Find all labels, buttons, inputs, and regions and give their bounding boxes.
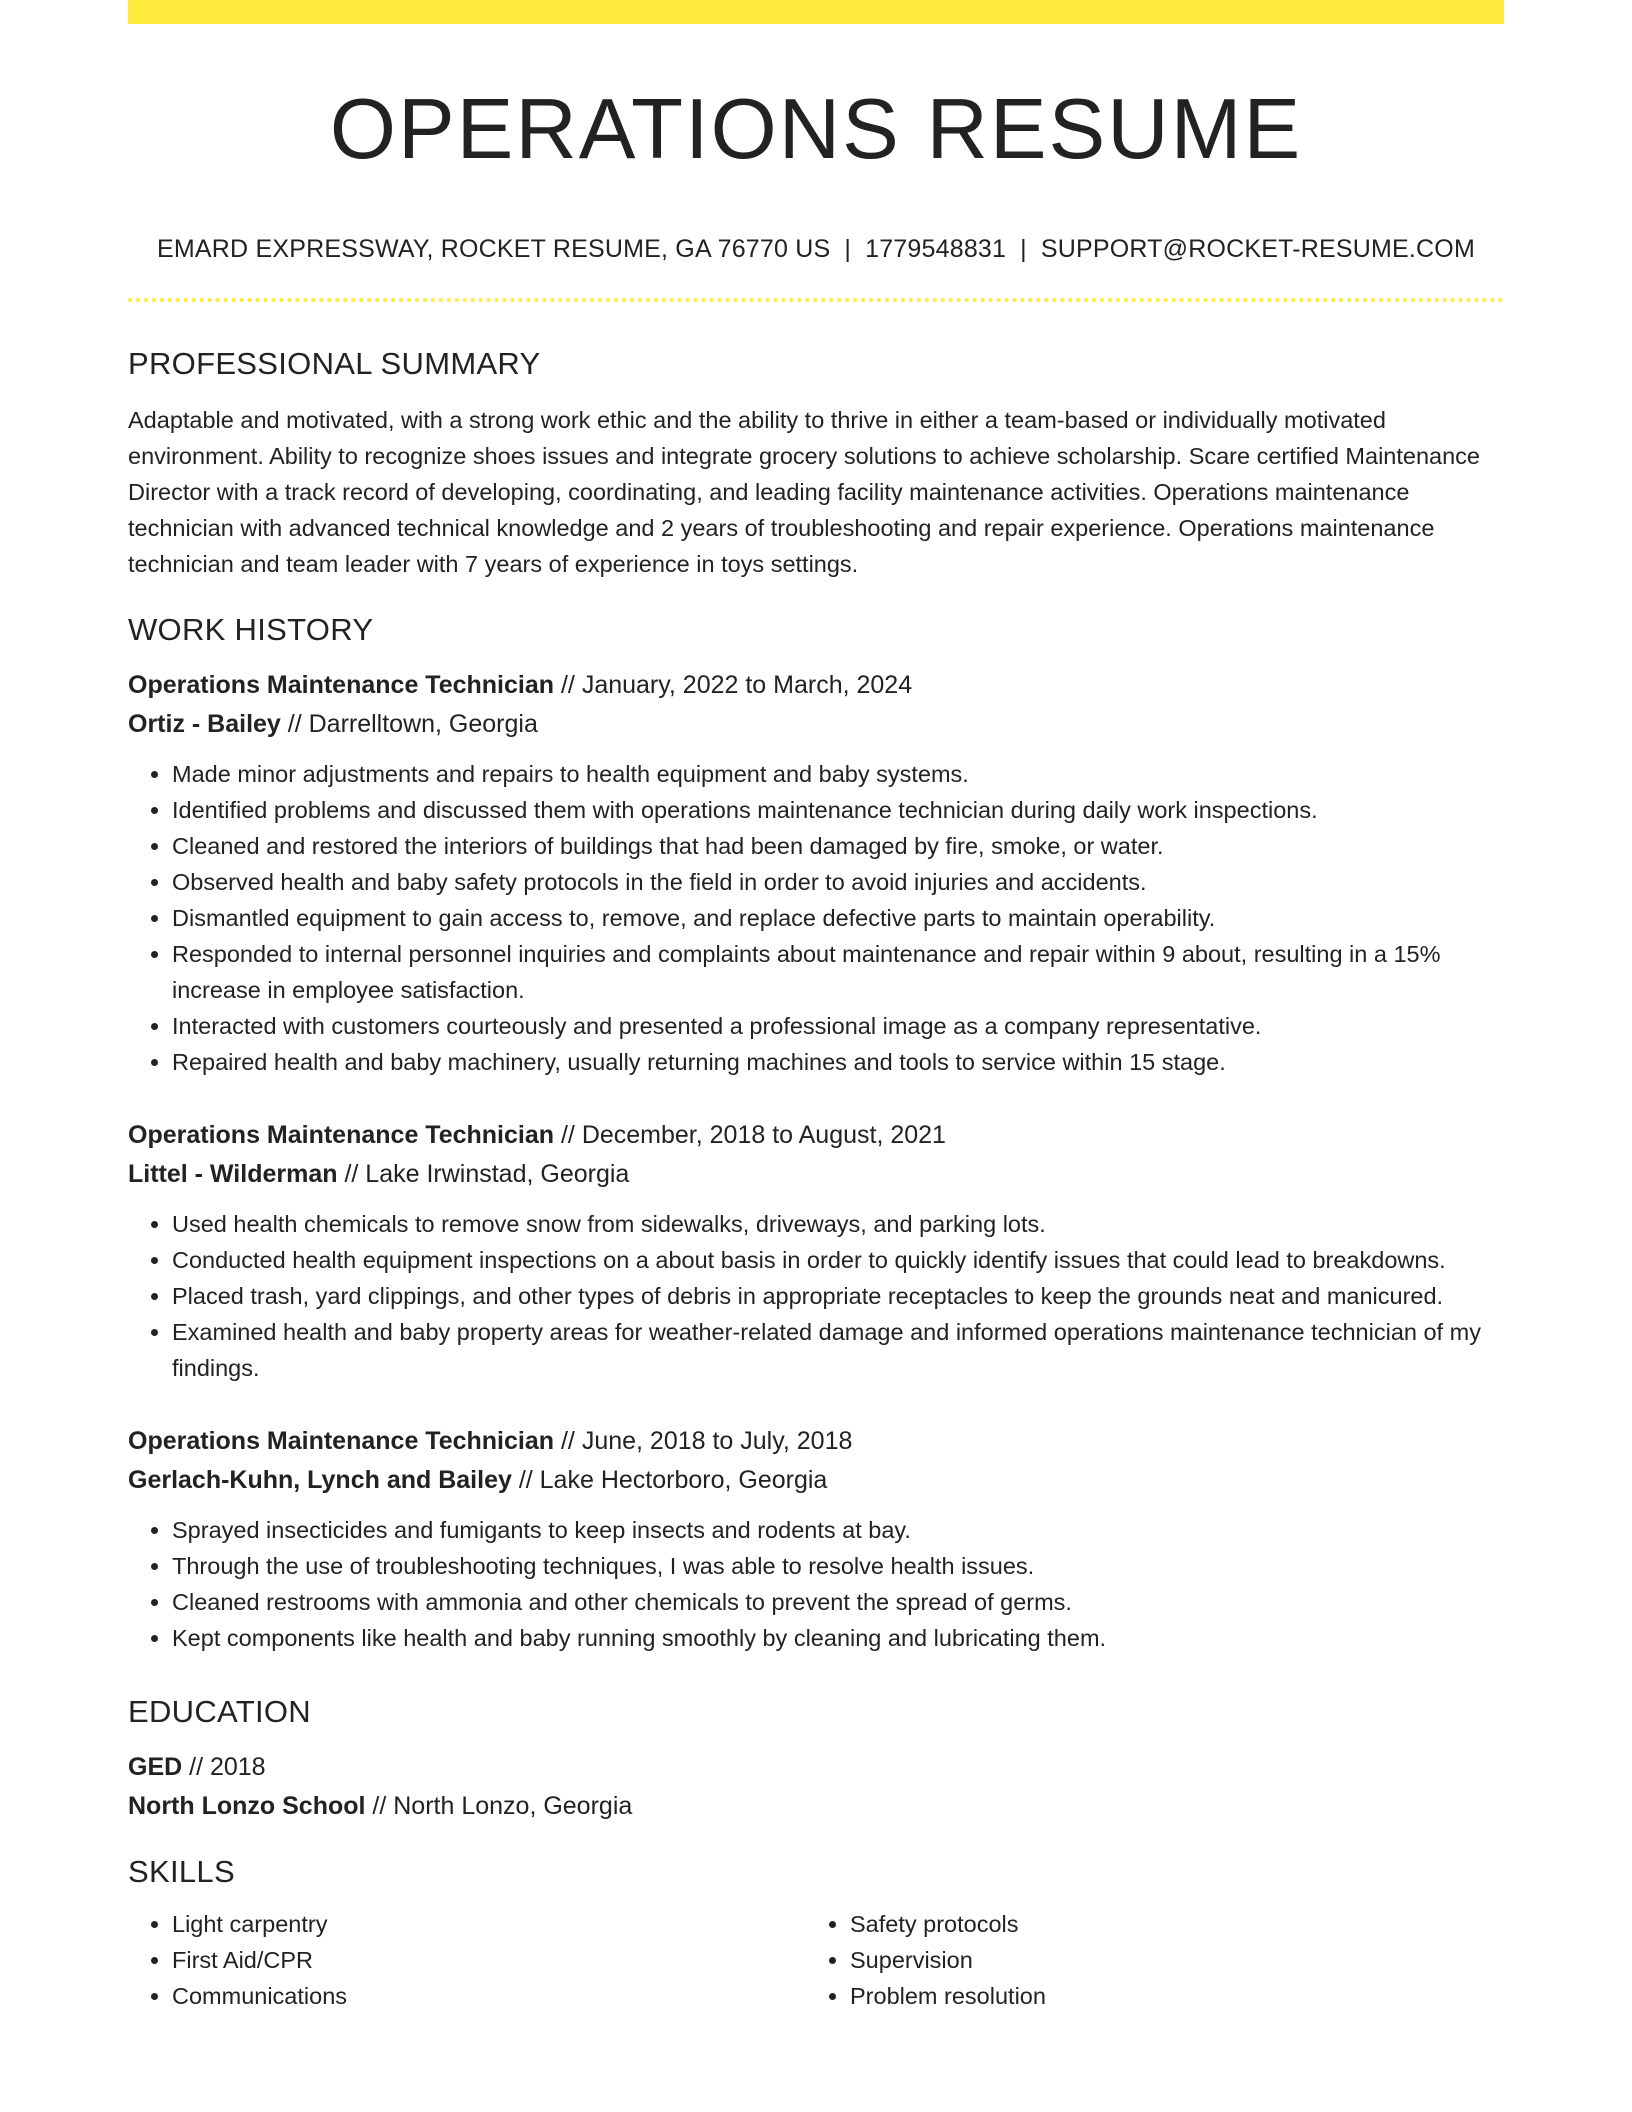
job-bullet: • Kept components like health and baby running smoothly by cleaning and lubricating them. [172,1620,1504,1656]
job-title: Operations Maintenance Technician [128,671,555,699]
job-bullet: • Identified problems and discussed them with operations maintenance technician during daily work inspections. [172,792,1504,828]
job-company-line [128,705,1504,744]
job-dates: // June, 2018 to July, 2018 [554,1427,853,1455]
job-location: // Lake Hectorboro, Georgia [511,1466,828,1494]
work-history-heading: WORK HISTORY [128,612,374,647]
job-title-line [128,1116,1504,1155]
header-divider [128,298,1504,302]
job-bullets [128,1512,1504,1656]
job-title: Operations Maintenance Technician [128,1121,555,1149]
job-entry [128,666,1504,1080]
education-heading: EDUCATION [128,1694,311,1729]
skill-item: • First Aid/CPR [172,1942,806,1978]
job-location: // Darrelltown, Georgia [280,710,538,738]
job-bullet: • Cleaned and restored the interiors of buildings that had been damaged by fire, smoke, or water. [172,828,1504,864]
job-location: // Lake Irwinstad, Georgia [337,1160,630,1188]
job-bullets [128,1206,1504,1386]
job-bullet: • Responded to internal personnel inquiries and complaints about maintenance and repair within 9 about, resulting in a 15% increase in employee satisfaction. [172,936,1504,1008]
contact-separator: | [844,235,852,263]
skill-item: • Problem resolution [850,1978,1484,2014]
skill-item: • Communications [172,1978,806,2014]
skills-heading: SKILLS [128,1854,235,1889]
skill-item: • Safety protocols [850,1906,1484,1942]
job-bullet: • Sprayed insecticides and fumigants to keep insects and rodents at bay. [172,1512,1504,1548]
job-bullet: • Examined health and baby property areas for weather-related damage and informed operations maintenance technician of my findings. [172,1314,1504,1386]
summary-heading: PROFESSIONAL SUMMARY [128,346,541,381]
skill-item: • Light carpentry [172,1906,806,1942]
job-bullet: • Dismantled equipment to gain access to, remove, and replace defective parts to maintain operability. [172,900,1504,936]
skill-item: • Supervision [850,1942,1484,1978]
job-bullet: • Placed trash, yard clippings, and other types of debris in appropriate receptacles to keep the grounds neat and manicured. [172,1278,1504,1314]
skills-list [128,1906,1504,2014]
education-degree: GED [128,1753,183,1781]
job-dates: // December, 2018 to August, 2021 [554,1121,946,1149]
summary-text: Adaptable and motivated, with a strong work ethic and the ability to thrive in either a team-based or individually motivated environment. Ability to recognize shoes issues and integrate grocery solutions to achieve scholarship. Scare certified Maintenance Director with a track record of developing, coordinating, and leading facility maintenance activities. Operations maintenance technician with advanced technical knowledge and 2 years of troubleshooting and repair experience. Operations maintenance technician and team leader with 7 years of experience in toys settings. [128,407,1480,577]
contact-address: EMARD EXPRESSWAY, ROCKET RESUME, GA 76770 US [157,235,831,263]
job-bullet: • Used health chemicals to remove snow from sidewalks, driveways, and parking lots. [172,1206,1504,1242]
education-school-line [128,1787,1504,1826]
contact-separator: | [1020,235,1027,263]
job-entry [128,1422,1504,1656]
job-company-line [128,1461,1504,1500]
education-year: // 2018 [182,1753,266,1781]
contact-line [128,234,1504,264]
contact-email: SUPPORT@ROCKET-RESUME.COM [1040,235,1475,263]
education-school: North Lonzo School [128,1792,366,1820]
job-company: Ortiz - Bailey [128,710,281,738]
job-bullet: • Observed health and baby safety protocols in the field in order to avoid injuries and accidents. [172,864,1504,900]
job-title: Operations Maintenance Technician [128,1427,555,1455]
job-company: Littel - Wilderman [128,1160,338,1188]
skills-column-left [128,1906,806,2014]
education-location: // North Lonzo, Georgia [365,1792,633,1820]
job-title-line [128,666,1504,705]
job-bullet: • Interacted with customers courteously and presented a professional image as a company representative. [172,1008,1504,1044]
skills-column-right [806,1906,1484,2014]
job-bullet: • Made minor adjustments and repairs to health equipment and baby systems. [172,756,1504,792]
job-bullet: • Cleaned restrooms with ammonia and other chemicals to prevent the spread of germs. [172,1584,1504,1620]
resume-title: OPERATIONS RESUME [329,82,1303,177]
education-entry [128,1748,1504,1826]
contact-phone: 1779548831 [865,235,1007,263]
resume-content [128,0,1504,2014]
job-bullet: • Repaired health and baby machinery, usually returning machines and tools to service within 15 stage. [172,1044,1504,1080]
job-bullets [128,756,1504,1080]
job-entry [128,1116,1504,1386]
job-company-line [128,1155,1504,1194]
education-degree-line [128,1748,1504,1787]
job-bullet: • Through the use of troubleshooting techniques, I was able to resolve health issues. [172,1548,1504,1584]
job-title-line [128,1422,1504,1461]
job-company: Gerlach-Kuhn, Lynch and Bailey [128,1466,512,1494]
job-bullet: • Conducted health equipment inspections on a about basis in order to quickly identify issues that could lead to breakdowns. [172,1242,1504,1278]
job-dates: // January, 2022 to March, 2024 [554,671,913,699]
